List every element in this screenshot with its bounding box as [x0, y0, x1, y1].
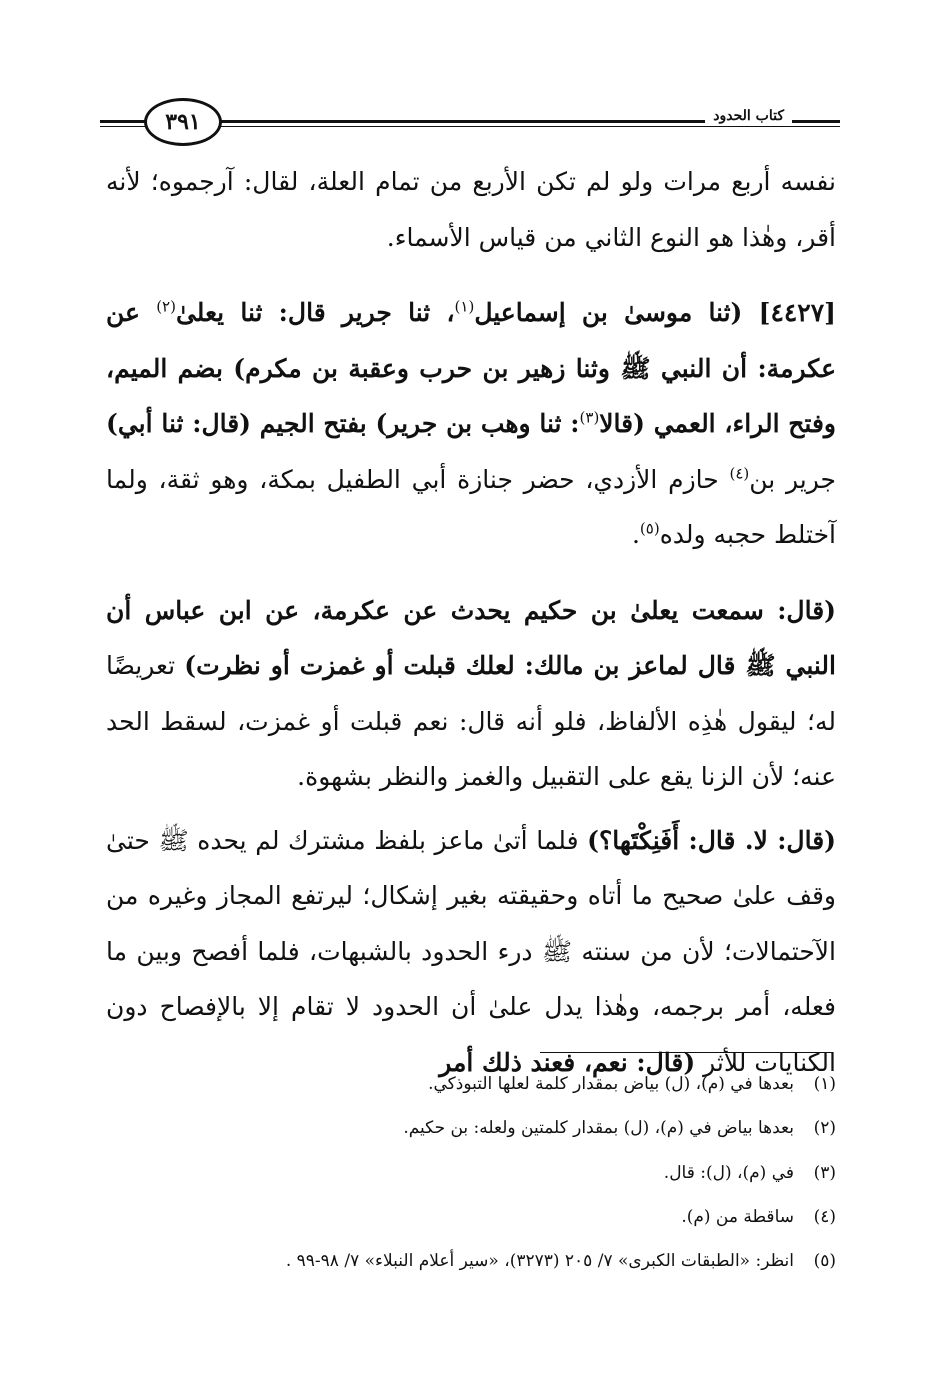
footnote-text: ساقطة من (م). [681, 1206, 794, 1227]
hadith-matn-2: (قال: لا. قال: أَفَنِكْتَها؟) [587, 825, 836, 855]
hadith-isnad-3: عن عكرمة: أن النبي ﷺ وثنا زهير بن حرب وعقبة بن مكرم) بضم الميم، وفتح الراء، العمي (قالا [106, 298, 836, 438]
commentary-text: جرير بن [749, 464, 837, 494]
running-title: كتاب الحدود [705, 108, 792, 124]
page-header [100, 92, 840, 152]
commentary-text: تعريضًا له؛ ليقول هٰذِه الألفاظ، فلو أنه قال: نعم قبلت أو غمزت، لسقط الحد عنه؛ لأن الزنا يقع على التقبيل والغمز والنظر بشهوة. [106, 651, 836, 791]
footnote-ref-1: (١) [454, 297, 475, 316]
hadith-matn-3: (قال: نعم، فعند ذلك أمر [439, 1047, 696, 1077]
footnote-text: في (م)، (ل): قال. [663, 1162, 794, 1183]
footnote-ref-5: (٥) [639, 519, 660, 538]
footnote-number: (٤) [813, 1206, 836, 1227]
page-number: ٣٩١ [144, 98, 222, 146]
footnote-2 [106, 1106, 836, 1150]
hadith-isnad-4: : ثنا وهب بن جرير) بفتح الجيم (قال: ثنا أبي) [106, 409, 580, 438]
footnote-number: (٢) [813, 1118, 836, 1139]
footnote-number: (٣) [813, 1162, 836, 1183]
hadith-isnad-2: ، ثنا جرير قال: ثنا يعلىٰ [175, 298, 455, 327]
footnote-5 [106, 1239, 836, 1283]
footnote-1 [106, 1062, 836, 1106]
paragraph-3 [106, 583, 836, 805]
header-rule-left [100, 120, 146, 123]
paragraph-2 [106, 285, 836, 563]
footnote-number: (٥) [813, 1251, 836, 1272]
header-rule-right-thin [215, 126, 840, 127]
footnote-ref-3: (٣) [579, 408, 600, 427]
footnote-ref-4: (٤) [729, 464, 750, 483]
footnote-number: (١) [813, 1074, 836, 1094]
commentary-text: فلما أتىٰ ماعز بلفظ مشترك لم يحده ﷺ حتىٰ وقف علىٰ صحيح ما أتاه وحقيقته بغير إشكال؛ ليرتفع المجاز وغيره من الآحتمالات؛ لأن من سنته ﷺ درء الحدود بالشبهات، فلما أفصح وبين ما فعله، أمر برجمه، وهٰذا يدل علىٰ أن الحدود لا تقام إلا بالإفصاح دون الكنايات للأثر [106, 825, 836, 1077]
footnote-text: انظر: «الطبقات الكبرى» ٧/ ٢٠٥ (٣٢٧٣)، «سير أعلام النبلاء» ٧/ ٩٨-٩٩ . [285, 1251, 794, 1272]
hadith-isnad-1: [٤٤٢٧] (ثنا موسىٰ بن إسماعيل [474, 298, 837, 327]
footnote-4 [106, 1195, 836, 1239]
footnote-3 [106, 1151, 836, 1195]
footnote-text: بعدها بياض في (م)، (ل) بمقدار كلمتين ولعله: بن حكيم. [403, 1118, 794, 1139]
footnotes [106, 1062, 836, 1283]
footnote-text: بعدها في (م)، (ل) بياض بمقدار كلمة لعلها التبوذكي. [428, 1074, 794, 1094]
hadith-matn: (قال: سمعت يعلىٰ بن حكيم يحدث عن عكرمة، عن ابن عباس أن النبي ﷺ قال لماعز بن مالك: لعلك قبلت أو غمزت أو نظرت) [106, 595, 836, 680]
paragraph-4 [106, 813, 836, 1091]
footnote-separator [540, 1052, 833, 1053]
footnote-ref-2: (٢) [156, 297, 176, 316]
commentary-text-2: حازم الأزدي، حضر جنازة أبي الطفيل بمكة، وهو ثقة، ولما آختلط حجبه ولده [106, 464, 836, 549]
paragraph-1: نفسه أربع مرات ولو لم تكن الأربع من تمام العلة، لقال: آرجموه؛ لأنه أقر، وهٰذا هو النوع الثاني من قياس الأسماء. [106, 167, 836, 252]
main-text [106, 154, 836, 1090]
sentence-end: . [631, 520, 640, 549]
header-rule-left-thin [100, 126, 146, 127]
